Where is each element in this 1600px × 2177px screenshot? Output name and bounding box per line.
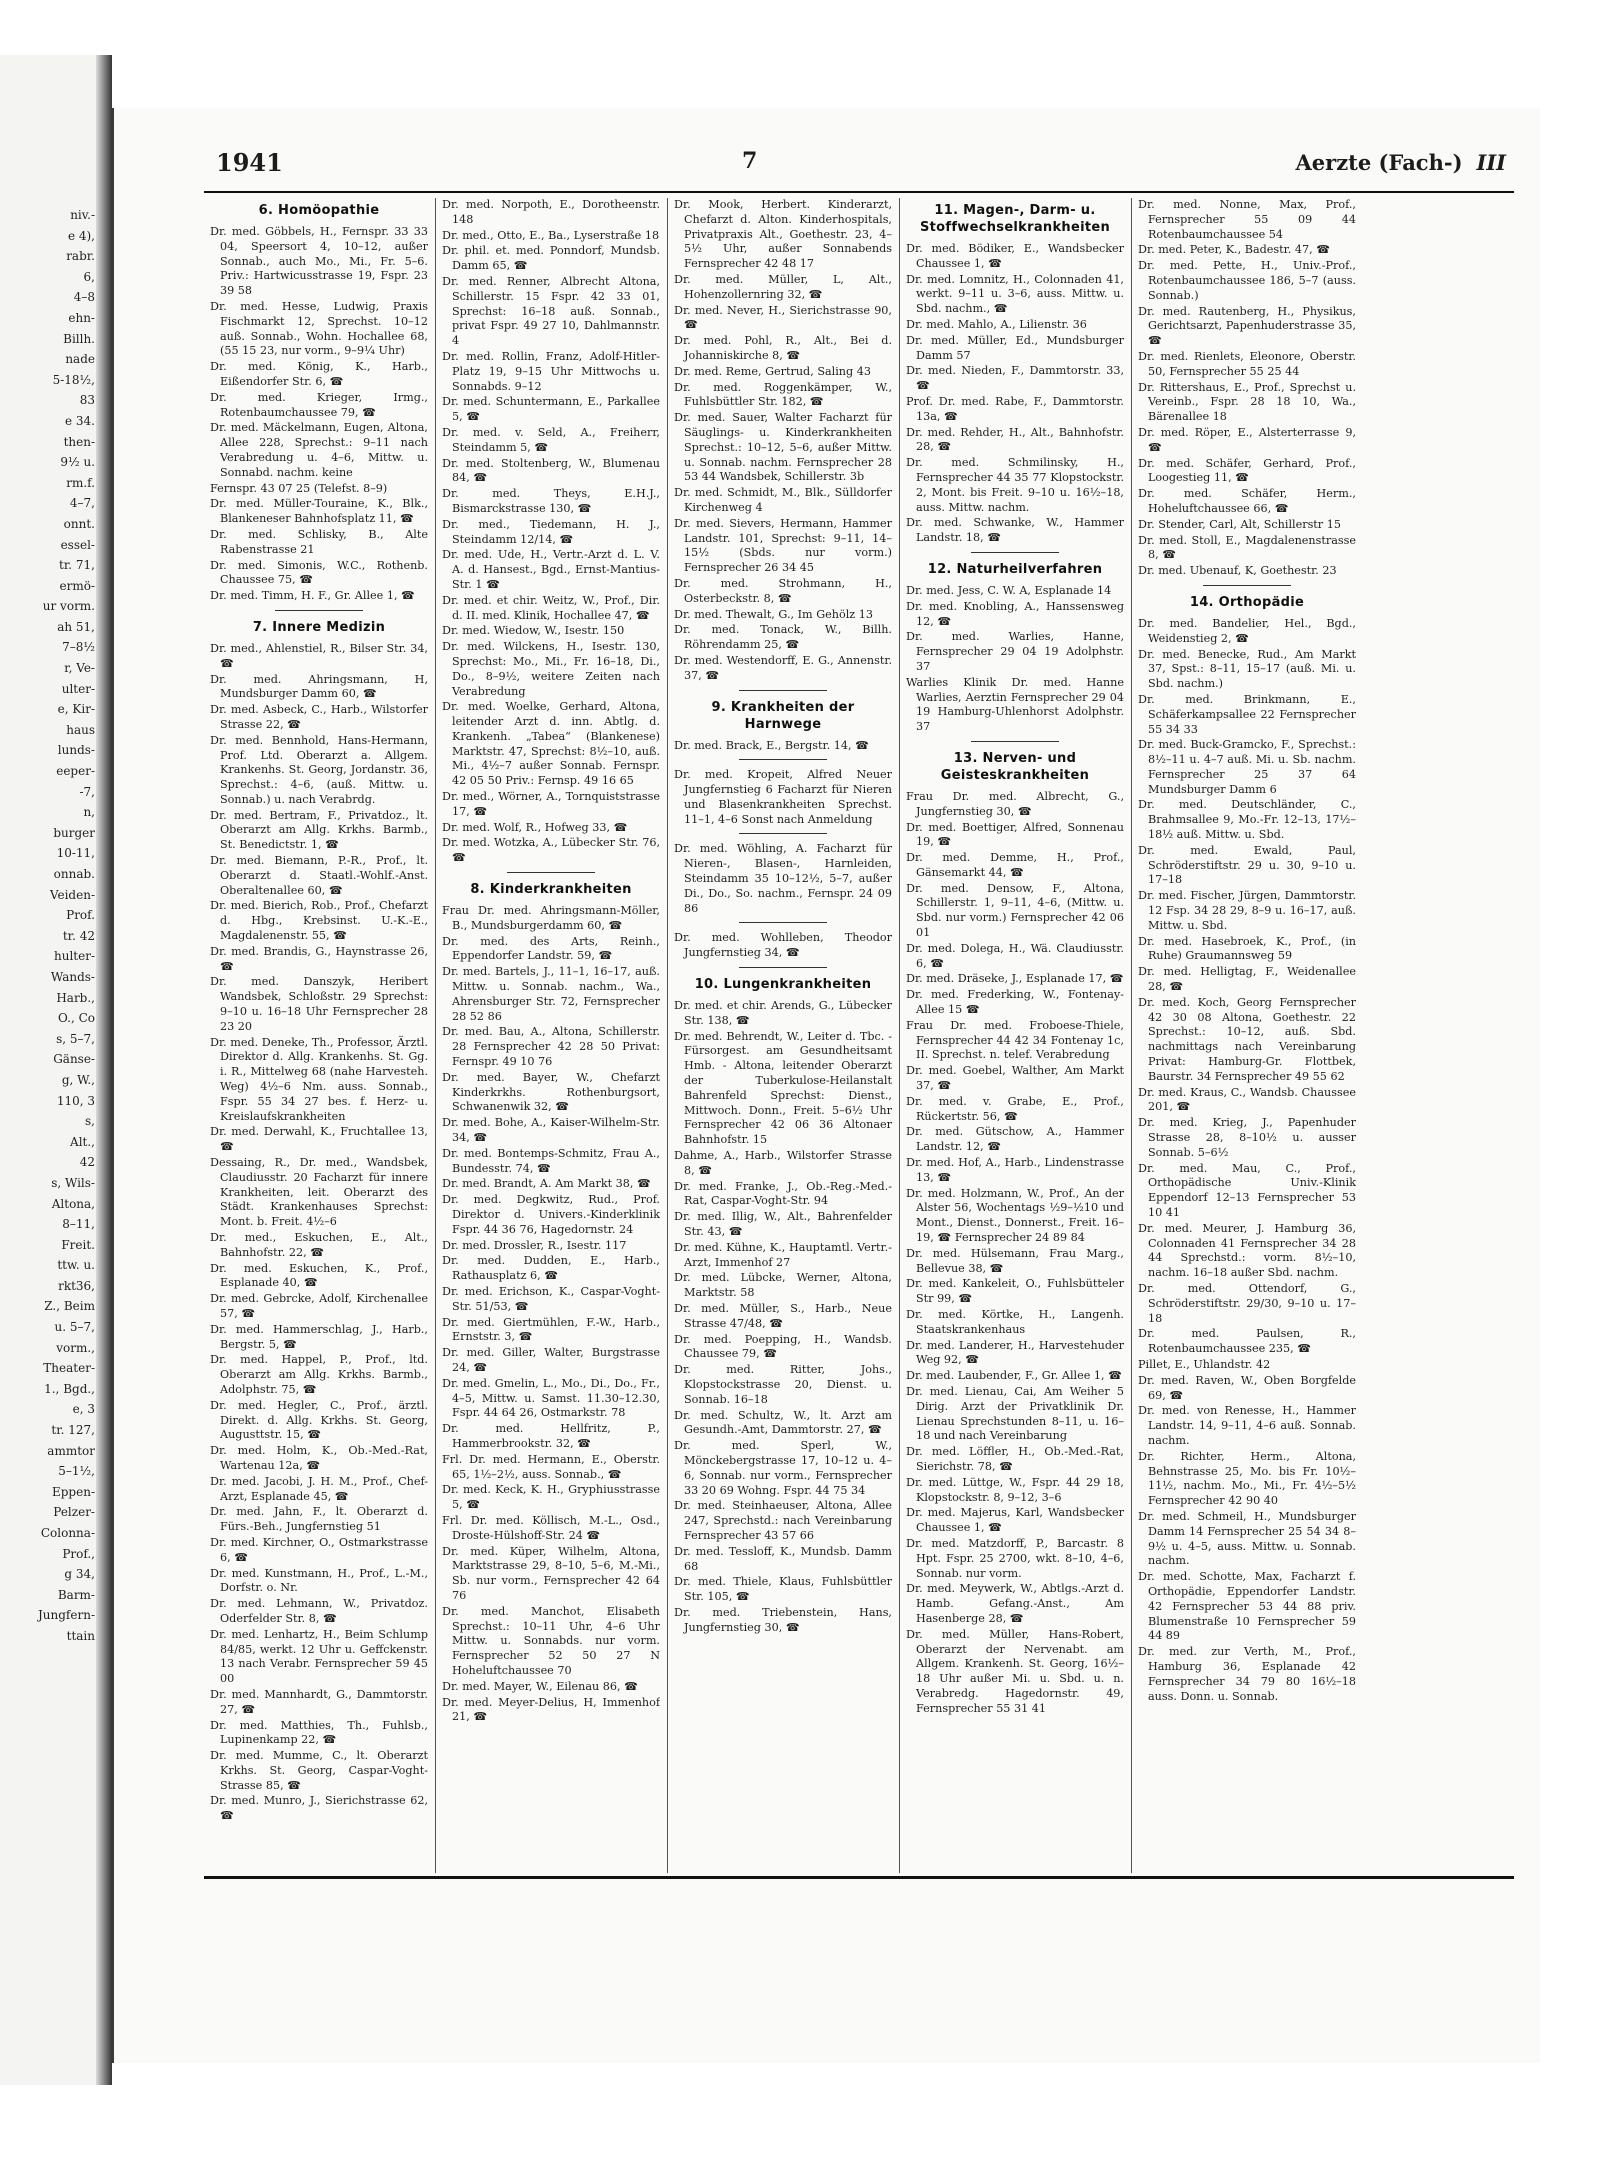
physician-entry: Dr. med. Wiedow, W., Isestr. 150 [442,624,625,638]
physician-entry: Dr. med. Mumme, C., lt. Oberarzt Krkhs. St. Georg, Caspar-Voght-Strasse 85, ☎ [210,1749,428,1792]
physician-entry: Dr. med. Mau, C., Prof., Orthopädische Univ.-Klinik Eppendorf 12–13 Fernsprecher 53 10 41 [1138,1161,1356,1219]
physician-entry: Dr. med. Tessloff, K., Mundsb. Damm 68 [674,1544,892,1573]
physician-entry: Dr. med. Ahringsmann, H, Mundsburger Damm 60, ☎ [210,672,428,701]
physician-entry: Dr. med. Asbeck, C., Harb., Wilstorfer Strasse 22, ☎ [210,703,428,731]
physician-entry: Dr. med. Bertram, F., Privatdoz., lt. Oberarzt am Allg. Krkhs. Barmb., St. Benedictstr. 1, ☎ [210,808,428,852]
physician-entry: Dr. med. Wolf, R., Hofweg 33, ☎ [442,820,628,834]
physician-entry: Dr. med. Franke, J., Ob.-Reg.-Med.-Rat, Caspar-Voght-Str. 94 [674,1179,892,1208]
column-2 [442,198,660,1873]
physician-entry: Dessaing, R., Dr. med., Wandsbek, Claudiusstr. 20 Facharzt für innere Krankheiten, leit. Oberarzt des Städt. Krankenhauses Sprechst: Mont. b. Freit. 4½–6 [210,1156,428,1229]
section-heading: 12. Naturheilverfahren [927,561,1103,577]
running-roman-numeral: III [1476,150,1506,175]
header-rule [204,191,1514,193]
physician-entry: Dr. med. Dräseke, J., Esplanade 17, ☎ [906,972,1124,986]
section-heading: 8. Kinderkrankheiten [470,882,632,898]
physician-entry: Dr. med. Schmeil, H., Mundsburger Damm 14 Fernsprecher 25 54 34 8–9½ u. 4–5, auss. Mittw. u. Sonnab. nachm. [1138,1509,1356,1568]
physician-entry: Dr. med. Rehder, H., Alt., Bahnhofstr. 28, ☎ [906,425,1124,454]
column-4 [906,198,1124,1873]
physician-entry: Dr. med. Göbbels, H., Fernspr. 33 33 04, Speersort 4, 10–12, außer Sonnab., auch Mo., Mi., Fr. 5–6. Priv.: Hartwicusstrasse 19, Fspr. 23 39 58 [210,225,428,298]
physician-entry: Dr. med. Hegler, C., Prof., ärztl. Direkt. d. Allg. Krkhs. St. Georg, Augusttstr. 15, ☎ [210,1398,428,1442]
physician-entry: Dr. med. Meurer, J. Hamburg 36, Colonnaden 41 Fernsprecher 34 28 44 Sprechstd.: vorm. 8½–10, nachm. 16–18 außer Sbd. nachm. [1138,1221,1356,1280]
physician-entry: Dr. med. Timm, H. F., Gr. Allee 1, ☎ [210,589,415,603]
physician-entry: Frau Dr. med. Froboese-Thiele, Fernsprecher 44 42 34 Fontenay 1c, II. Sprechst. n. telef. Verabredung [906,1018,1124,1062]
physician-entry: Dr. med. Raven, W., Oben Borgfelde 69, ☎ [1138,1373,1356,1402]
page-number: 7 [742,148,758,174]
physician-entry: Dr. med. Thewalt, G., Im Gehölz 13 [674,607,873,621]
physician-entry: Dr. med. Krieg, J., Papenhuder Strasse 28, 8–10½ u. ausser Sonnab. 5–6½ [1138,1116,1356,1159]
physician-entry: Warlies Klinik Dr. med. Hanne Warlies, Aerztin Fernsprecher 29 04 19 Hamburg-Uhlenhorst Adolphstr. 37 [906,675,1124,734]
adjacent-page-edge [0,55,112,2085]
margin-fragment: 4–8 [73,290,95,305]
physician-entry: Dr. med. Boettiger, Alfred, Sonnenau 19, ☎ [906,820,1124,849]
entry-separator [507,872,594,873]
physician-entry: Dr. med. Densow, F., Altona, Schillerstr. 1, 9–11, 4–6, (Mittw. u. Sbd. nur vorm.) Fernsprecher 42 06 01 [906,881,1124,940]
physician-entry: Dr. med. Brandt, A. Am Markt 38, ☎ [442,1177,651,1191]
margin-fragment: 8–11, [62,1217,95,1232]
margin-fragment: rm.f. [66,475,95,490]
physician-entry: Dr. med. Giller, Walter, Burgstrasse 24, ☎ [442,1346,660,1374]
physician-entry: Dr. med. Pohl, R., Alt., Bei d. Johanniskirche 8, ☎ [674,334,892,362]
running-title-text: Aerzte (Fach-) [1295,150,1463,175]
margin-fragment: u. 5–7, [54,1320,95,1335]
physician-entry: Dr. med. Müller, L, Alt., Hohenzollernring 32, ☎ [674,272,892,301]
physician-entry: Dr. med. Ritter, Johs., Klopstockstrasse 20, Dienst. u. Sonnab. 16–18 [674,1363,892,1406]
physician-entry: Dr. med., Otto, E., Ba., Lyserstraße 18 [442,228,660,242]
physician-entry: Dr. med. Goebel, Walther, Am Markt 37, ☎ [906,1064,1124,1093]
physician-entry: Dr. med. Bayer, W., Chefarzt Kinderkrkhs. Rothenburgsort, Schwanenwik 32, ☎ [442,1070,660,1114]
physician-entry: Dr. med. Küper, Wilhelm, Altona, Marktstrasse 29, 8–10, 5–6, M.-Mi., Sb. nur vorm., Fernsprecher 42 64 76 [442,1544,660,1602]
physician-entry: Dr. med. Danszyk, Heribert Wandsbek, Schloßstr. 29 Sprechst: 9–10 u. 16–18 Uhr Fernsprecher 28 23 20 [210,975,428,1033]
physician-entry: Dr. med. Röper, E., Alsterterrasse 9, ☎ [1138,425,1356,454]
physician-entry: Dr. med. Brack, E., Bergstr. 14, ☎ [674,738,870,752]
margin-fragment: essel- [60,537,95,552]
physician-entry: Dr. med. Eskuchen, K., Prof., Esplanade 40, ☎ [210,1261,428,1290]
physician-entry: Dr. med. Behrendt, W., Leiter d. Tbc. - Fürsorgest. am Gesundheitsamt Hmb. - Altona, leitender Oberarzt der Tuberkulose-Heilanstalt Bahrenfeld Sprechst: Dienst., Mittwoch. Donn., Freit. 5–6½ Uhr Fernsprecher 42 06 36 Altonaer Bahnhofstr. 15 [674,1029,892,1147]
section-heading: 13. Nerven- und Geisteskrankheiten [940,750,1090,783]
margin-fragment: hulter- [53,949,95,964]
physician-entry: Dr. med. et chir. Arends, G., Lübecker Str. 138, ☎ [674,999,892,1027]
physician-entry: Dr. med. Schuntermann, E., Parkallee 5, ☎ [442,395,660,424]
physician-entry: Dr. med. Nieden, F., Dammtorstr. 33, ☎ [906,364,1124,393]
physician-entry: Dr. med. Dudden, E., Harb., Rathausplatz 6, ☎ [442,1254,660,1283]
margin-fragment: 5-18½, [52,372,95,387]
adjacent-page-text [0,205,95,1647]
physician-entry: Dr. med. Steinhaeuser, Altona, Allee 247, Sprechstd.: nach Vereinbarung Fernsprecher 43 57 66 [674,1499,892,1542]
physician-entry: Dr. med. Bontemps-Schmitz, Frau A., Bundesstr. 74, ☎ [442,1146,660,1175]
physician-entry: Prof. Dr. med. Rabe, F., Dammtorstr. 13a, ☎ [906,394,1124,423]
physician-entry: Dr. med. Munro, J., Sierichstrasse 62, ☎ [210,1794,428,1823]
physician-entry: Dr. med. Kankeleit, O., Fuhlsbütteler Str 99, ☎ [906,1277,1124,1306]
margin-fragment: rabr. [66,249,95,264]
physician-entry: Dr. Stender, Carl, Alt, Schillerstr 15 [1138,517,1341,531]
physician-entry: Dr. med. Helligtag, F., Weidenallee 28, ☎ [1138,965,1356,994]
physician-entry: Dr. med. Koch, Georg Fernsprecher 42 30 08 Altona, Goethestr. 22 Sprechst.: 10–12, auß. Sbd. nachmittags nach Vereinbarung Privat: Hamburg-Gr. Flottbek, Baurstr. 34 Fernsprecher 49 55 62 [1138,995,1356,1083]
margin-fragment: Freit. [61,1237,95,1252]
physician-entry: Dr. med. Jacobi, J. H. M., Prof., Chef-Arzt, Esplanade 45, ☎ [210,1474,428,1503]
margin-fragment: nade [65,352,95,367]
physician-entry: Dr. med. Dolega, H., Wä. Claudiusstr. 6, ☎ [906,941,1124,970]
physician-entry: Dr. med. Bohe, A., Kaiser-Wilhelm-Str. 34, ☎ [442,1116,660,1145]
physician-entry: Dr. med. Wilckens, H., Isestr. 130, Sprechst: Mo., Mi., Fr. 16–18, Di., Do., 8–9½, weitere Zeiten nach Verabredung [442,640,660,698]
margin-fragment: 83 [79,393,95,408]
physician-entry: Dr. med. Lenhartz, H., Beim Schlump 84/85, werkt. 12 Uhr u. Geffckenstr. 13 nach Verabr. Fernsprecher 59 45 00 [210,1627,428,1686]
column-3 [674,198,892,1873]
margin-fragment: then- [63,434,95,449]
physician-entry: Dr. med. Bandelier, Hel., Bgd., Weidenstieg 2, ☎ [1138,616,1356,645]
physician-entry: Dr. med., Wörner, A., Tornquiststrasse 17, ☎ [442,790,660,818]
physician-entry: Dr. med. Rienlets, Eleonore, Oberstr. 50, Fernsprecher 55 25 44 [1138,349,1356,378]
physician-entry: Dr. med. Deneke, Th., Professor, Ärztl. Direktor d. Allg. Krankenhs. St. Gg. i. R., Mittelweg 68 (nahe Harvesteh. Weg) 4½–6 Nm. auss. Sonnab., Fspr. 55 34 27 bes. f. Herz- u. Kreislaufskrankheiten [210,1035,428,1123]
physician-entry: Dr. med., Tiedemann, H. J., Steindamm 12/14, ☎ [442,517,660,546]
running-title [1295,150,1506,175]
physician-entry: Dr. med. Matthies, Th., Fuhlsb., Lupinenkamp 22, ☎ [210,1718,428,1747]
physician-entry: Dr. med. Matzdorff, P., Barcastr. 8 Hpt. Fspr. 25 2700, wkt. 8–10, 4–6, Sonnab. nur vorm. [906,1536,1124,1580]
section-heading: 9. Krankheiten der Harnwege [711,699,855,732]
margin-fragment: Wands- [50,969,95,984]
physician-entry: Dr. med. Deutschländer, C., Brahmsallee 9, Mo.-Fr. 12–13, 17½–18½ auß. Mittw. u. Sbd. [1138,798,1356,842]
physician-entry: Dr. med. Wohlleben, Theodor Jungfernstieg 34, ☎ [674,931,892,960]
physician-entry: Dr. med. Müller, Ed., Mundsburger Damm 57 [906,333,1124,362]
physician-entry: Dr. med. Thiele, Klaus, Fuhlsbüttler Str. 105, ☎ [674,1575,892,1604]
physician-entry: Dr. med. Buck-Gramcko, F., Sprechst.: 8½–11 u. 4–7 auß. Mi. u. Sb. nachm. Fernsprecher 25 37 64 Mundsburger Damm 6 [1138,738,1356,796]
physician-entry: Dr. med. Frederking, W., Fontenay-Allee 15 ☎ [906,988,1124,1017]
entry-separator [739,833,826,834]
margin-fragment: onnab. [53,867,95,881]
physician-entry: Dr. med. Benecke, Rud., Am Markt 37, Spst.: 8–11, 15–17 (auß. Mi. u. Sbd. nachm.) [1138,647,1356,691]
physician-entry: Dr. med. Strohmann, H., Osterbeckstr. 8, ☎ [674,576,892,605]
physician-entry: Dr. med. Roggenkämper, W., Fuhlsbüttler Str. 182, ☎ [674,380,892,409]
physician-entry: Dr. med. Schotte, Max, Facharzt f. Orthopädie, Eppendorfer Landstr. 42 Fernsprecher 53 44 88 priv. Blumenstraße 10 Fernsprecher 59 44 89 [1138,1570,1356,1643]
physician-entry: Frl. Dr. med. Hermann, E., Oberstr. 65, 1½–2½, auss. Sonnab., ☎ [442,1452,660,1481]
physician-entry: Dr. med. Meyer-Delius, H, Immenhof 21, ☎ [442,1695,660,1724]
physician-entry: Dr. med. Peter, K., Badestr. 47, ☎ [1138,243,1331,257]
physician-entry: Dr. med. Gebrcke, Adolf, Kirchenallee 57, ☎ [210,1292,428,1320]
physician-entry: Dr. med. Müller, S., Harb., Neue Strasse 47/48, ☎ [674,1302,892,1330]
physician-entry: Dr. med. Drossler, R., Isestr. 117 [442,1238,627,1252]
physician-entry: Dr. med. Kirchner, O., Ostmarkstrasse 6, ☎ [210,1535,428,1564]
physician-entry: Dr. med. Holzmann, W., Prof., An der Alster 56, Wochentags ½9–½10 und Mont., Dienst., Donnerst., Freit. 16–19, ☎ Fernsprecher 24 89 84 [906,1186,1124,1245]
physician-entry: Dr. med. Kühne, K., Hauptamtl. Vertr.-Arzt, Immenhof 27 [674,1240,892,1269]
margin-fragment: rkt36, [58,1278,95,1293]
physician-entry: Dr. med. Ubenauf, K, Goethestr. 23 [1138,564,1337,578]
margin-fragment: e, 3 [72,1402,95,1417]
margin-fragment: lunds- [57,743,95,758]
physician-entry: Dr. med. Renner, Albrecht Altona, Schillerstr. 15 Fspr. 42 33 01, Sprechst: 16–18 auß. Sonnab., privat Fspr. 49 27 10, Dahlmannstr. 4 [442,274,660,348]
physician-entry: Dr. med. Demme, H., Prof., Gänsemarkt 44, ☎ [906,851,1124,879]
margin-fragment: ermö- [59,578,95,593]
physician-entry: Dr. med. Bau, A., Altona, Schillerstr. 28 Fernsprecher 42 28 50 Privat: Fernspr. 49 10 76 [442,1025,660,1069]
physician-entry: Dr. med. Woelke, Gerhard, Altona, leitender Arzt d. inn. Abtlg. d. Krankenh. „Tabea“ (Blankenese) Marktstr. 47, Sprechst: 8½–10, auß. Mi., 4½–7 außer Sonnab. Fernspr. 42 05 50 Priv.: Fernsp. 49 16 65 [442,700,660,788]
physician-entry: Dr. med. Schäfer, Gerhard, Prof., Loogestieg 11, ☎ [1138,456,1356,485]
physician-entry: Dr. med. Reme, Gertrud, Saling 43 [674,364,871,378]
physician-entry: Dr. med. Warlies, Hanne, Fernsprecher 29 04 19 Adolphstr. 37 [906,630,1124,673]
margin-fragment: niv.- [70,208,95,222]
margin-fragment: Z., Beim [44,1299,95,1314]
margin-fragment: 42 [79,1155,95,1170]
physician-entry: Dr. med. Kraus, C., Wandsb. Chaussee 201, ☎ [1138,1085,1356,1114]
directory-page [112,108,1540,2063]
physician-entry: Frl. Dr. med. Köllisch, M.-L., Osd., Droste-Hülshoff-Str. 24 ☎ [442,1513,660,1542]
margin-fragment: eeper- [56,764,95,779]
physician-entry: Dr. med. v. Seld, A., Freiherr, Steindamm 5, ☎ [442,425,660,454]
page-fold-shadow [96,55,112,2085]
physician-entry: Dr. med. Theys, E.H.J., Bismarckstrasse 130, ☎ [442,487,660,515]
physician-entry: Dr. med. Brinkmann, E., Schäferkampsallee 22 Fernsprecher 55 34 33 [1138,692,1356,736]
physician-entry: Frau Dr. med. Ahringsmann-Möller, B., Mundsburgerdamm 60, ☎ [442,904,660,932]
physician-entry: Dr. med. Sievers, Hermann, Hammer Landstr. 101, Sprechst: 9–11, 14–15½ (Sbds. nur vorm.) Fernsprecher 26 34 45 [674,516,892,575]
physician-entry: Dr. med. Sperl, W., Mönckebergstrasse 17, 10–12 u. 4–6, Sonnab. nur vorm., Fernsprecher 33 20 69 Wohng. Fspr. 44 75 34 [674,1439,892,1497]
physician-entry: Dr. med. Biemann, P.-R., Prof., lt. Oberarzt d. Staatl.-Wohlf.-Anst. Oberaltenallee 60, ☎ [210,854,428,897]
physician-entry: Dr. med. Wotzka, A., Lübecker Str. 76, ☎ [442,836,660,865]
entry-separator [971,741,1058,742]
physician-entry: Dr. med. Jess, C. W. A, Esplanade 14 [906,583,1112,597]
page-header [114,108,1540,178]
physician-entry: Dr. med. Stoltenberg, W., Blumenau 84, ☎ [442,456,660,485]
column-divider [667,198,668,1873]
physician-entry: Dr. med. Holm, K., Ob.-Med.-Rat, Wartenau 12a, ☎ [210,1444,428,1472]
physician-entry: Dr. med. zur Verth, M., Prof., Hamburg 36, Esplanade 42 Fernsprecher 34 79 80 16½–18 auss. Donn. u. Sonnab. [1138,1645,1356,1703]
physician-entry: Dr. med. Schlisky, B., Alte Rabenstrasse 21 [210,527,428,556]
margin-fragment: ur vorm. [42,599,95,614]
physician-entry: Dr. med. Schwanke, W., Hammer Landstr. 18, ☎ [906,516,1124,545]
physician-entry: Dr. med. Lüttge, W., Fspr. 44 29 18, Klopstockstr. 8, 9–12, 3–6 [906,1475,1124,1504]
physician-entry: Dr. med. Hülsemann, Frau Marg., Bellevue 38, ☎ [906,1246,1124,1275]
physician-entry: Dr. med. Löffler, H., Ob.-Med.-Rat, Sierichstr. 78, ☎ [906,1445,1124,1473]
margin-fragment: Prof. [66,908,95,923]
physician-entry: Dr. med. Simonis, W.C., Rothenb. Chaussee 75, ☎ [210,558,428,587]
physician-entry: Dr. med. Mäckelmann, Eugen, Altona, Allee 228, Sprechst.: 9–11 nach Verabredung u. 4–6, Mittw. u. Sonnabd. nachm. keine [210,421,428,479]
entry-separator [1203,585,1290,586]
physician-entry: Dr. med. Paulsen, R., Rotenbaumchaussee 235, ☎ [1138,1327,1356,1356]
physician-entry: Dr. med. Wöhling, A. Facharzt für Nieren-, Blasen-, Harnleiden, Steindamm 35 10–12½, 5–7, außer Di., Do., So. nachm., Fernspr. 24 09 86 [674,842,892,915]
physician-entry: Dr. med. Mannhardt, G., Dammtorstr. 27, ☎ [210,1687,428,1716]
physician-entry: Dr. med. v. Grabe, E., Prof., Rückertstr. 56, ☎ [906,1094,1124,1123]
physician-entry: Dr. med. Degkwitz, Rud., Prof. Direktor d. Univers.-Kinderklinik Fspr. 44 36 76, Hagedornstr. 24 [442,1193,660,1236]
margin-fragment: g, W., [61,1072,95,1087]
physician-entry: Dr. med. Ude, H., Vertr.-Arzt d. L. V. A. d. Hansest., Bgd., Ernst-Mantius-Str. 1 ☎ [442,548,660,591]
physician-entry: Dr. med. Manchot, Elisabeth Sprechst.: 10–11 Uhr, 4–6 Uhr Mittw. u. Sonnabds. nur vorm. Fernsprecher 52 50 27 N Hoheluftchaussee 70 [442,1604,660,1677]
physician-entry: Dr. med. Schmidt, M., Blk., Sülldorfer Kirchenweg 4 [674,486,892,514]
column-divider [435,198,436,1873]
margin-fragment: tr. 71, [59,558,95,573]
margin-fragment: 6, [83,269,95,284]
margin-fragment: haus [66,722,95,737]
physician-entry: Dr. med. von Renesse, H., Hammer Landstr. 14, 9–11, 4–6 auß. Sonnab. nachm. [1138,1404,1356,1447]
physician-entry: Dr. med. Lienau, Cai, Am Weiher 5 Dirig. Arzt der Privatklinik Dr. Lienau Sprechstunden 8–11, u. 16–18 und nach Vereinbarung [906,1384,1124,1443]
physician-entry: Dr. Richter, Herm., Altona, Behnstrasse 25, Mo. bis Fr. 10½–11½, nachm. Mo., Mi., Fr. 4½–5½ Fernsprecher 42 90 40 [1138,1449,1356,1508]
physician-entry: Dr. med. Ottendorf, G., Schröderstiftstr. 29/30, 9–10 u. 17–18 [1138,1281,1356,1325]
margin-fragment: ehn- [68,310,95,325]
physician-entry: Dr. phil. et. med. Ponndorf, Mundsb. Damm 65, ☎ [442,244,660,273]
column-divider [899,198,900,1873]
column-divider [1131,198,1132,1873]
physician-entry: Dr. med. Lübcke, Werner, Altona, Marktstr. 58 [674,1271,892,1300]
physician-entry: Dr. med. Bödiker, E., Wandsbecker Chaussee 1, ☎ [906,242,1124,270]
entry-separator [739,759,826,760]
margin-fragment: onnt. [63,516,95,531]
physician-entry: Dr. med. Mahlo, A., Lilienstr. 36 [906,317,1087,331]
physician-entry: Dr. med. Kunstmann, H., Prof., L.-M., Dorfstr. o. Nr. [210,1566,428,1595]
margin-fragment: 110, 3 [56,1093,95,1108]
margin-fragment: ttw. u. [57,1258,95,1273]
physician-entry: Dr. med. Brandis, G., Haynstrasse 26, ☎ [210,944,428,973]
margin-fragment: r, Ve- [64,661,95,676]
physician-entry: Frau Dr. med. Albrecht, G., Jungfernstieg 30, ☎ [906,789,1124,818]
physician-entry: Dr. med. Mayer, W., Eilenau 86, ☎ [442,1679,639,1693]
physician-entry: Dr. med. Happel, P., Prof., ltd. Oberarzt am Allg. Krkhs. Barmb., Adolphstr. 75, ☎ [210,1353,428,1396]
margin-fragment: Theater- [43,1361,95,1376]
margin-fragment: 10-11, [56,846,95,861]
margin-fragment: Veiden- [49,887,95,902]
margin-fragment: ammtor [47,1443,95,1458]
margin-fragment: e 4), [67,228,95,243]
margin-fragment: Billh. [63,331,95,346]
margin-fragment: Prof., [62,1546,95,1561]
physician-entry: Dr. med. Erichson, K., Caspar-Voght-Str. 51/53, ☎ [442,1284,660,1313]
physician-entry: Dr. med. Hesse, Ludwig, Praxis Fischmarkt 12, Sprechst. 10–12 auß. Sonnab., Wohn. Hochallee 68, (55 15 23, nur vorm., 9–9¼ Uhr) [210,299,428,358]
physician-entry: Dr. med. Derwahl, K., Fruchtallee 13, ☎ [210,1125,428,1154]
physician-entry: Dr. Mook, Herbert. Kinderarzt, Chefarzt d. Alton. Kinderhospitals, Privatpraxis Alt., Goethestr. 23, 4–5½ Uhr, außer Sonnabends Fernsprecher 42 48 17 [674,198,892,271]
margin-fragment: ah 51, [57,619,95,634]
entry-separator [739,922,826,923]
margin-fragment: Pelzer- [53,1505,95,1520]
physician-entry: Dr. med. Fischer, Jürgen, Dammtorstr. 12 Fsp. 34 28 29, 8–9 u. 16–17, auß. Mittw. u. Sbd. [1138,889,1356,932]
section-heading: 10. Lungenkrankheiten [694,977,872,993]
margin-fragment: 7–8½ [62,640,95,655]
entry-separator [971,552,1058,553]
physician-entry: Dr. med. des Arts, Reinh., Eppendorfer Landstr. 59, ☎ [442,934,660,963]
margin-fragment: Harb., [56,990,95,1005]
margin-fragment: tr. 42 [62,928,95,943]
margin-fragment: 4–7, [69,496,95,511]
physician-entry: Dr. med. Knobling, A., Hanssensweg 12, ☎ [906,599,1124,628]
physician-entry: Dr. med. Poepping, H., Wandsb. Chaussee 79, ☎ [674,1332,892,1361]
physician-entry: Dr. med. Hammerschlag, J., Harb., Bergstr. 5, ☎ [210,1322,428,1351]
column-5 [1138,198,1356,1873]
physician-entry: Dr. med. Rautenberg, H., Physikus, Gerichtsarzt, Papenhuderstrasse 35, ☎ [1138,304,1356,348]
margin-fragment: Alt., [70,1134,95,1149]
physician-entry: Dr. med. Schultz, W., lt. Arzt am Gesundh.-Amt, Dammtorstr. 27, ☎ [674,1408,892,1437]
footer-rule [204,1876,1514,1879]
margin-fragment: burger [53,825,95,840]
margin-fragment: Colonna- [40,1526,95,1540]
margin-fragment: e 34. [65,413,95,428]
margin-fragment: tr. 127, [51,1423,95,1438]
margin-fragment: O., Co [58,1011,95,1026]
margin-fragment: Altona, [51,1196,95,1211]
margin-fragment: ttain [66,1628,95,1643]
margin-fragment: Jungfern- [37,1608,95,1623]
physician-entry: Dr. med. Majerus, Karl, Wandsbecker Chaussee 1, ☎ [906,1506,1124,1535]
physician-entry: Dr. med. Schäfer, Herm., Hoheluftchaussee 66, ☎ [1138,487,1356,515]
margin-fragment: Eppen- [51,1484,95,1499]
margin-fragment: 5–1½, [58,1464,95,1479]
margin-fragment: vorm., [56,1340,95,1355]
entry-separator [739,690,826,691]
physician-entry: Dr. med. et chir. Weitz, W., Prof., Dir. d. II. med. Klinik, Hochallee 47, ☎ [442,593,660,622]
margin-fragment: s, 5–7, [56,1031,95,1046]
physician-entry: Dr. med. Keck, K. H., Gryphiusstrasse 5, ☎ [442,1483,660,1512]
physician-entry: Dr. med. Rollin, Franz, Adolf-Hitler-Platz 19, 9–15 Uhr Mittwochs u. Sonnabds. 9–12 [442,349,660,393]
physician-entry: Dr. med. Bennhold, Hans-Hermann, Prof. Ltd. Oberarzt a. Allgem. Krankenhs. St. Georg, Jordanstr. 36, Sprechst.: 4–6, (auß. Mittw. u. Sonnab.) u. nach Verabrdg. [210,733,428,806]
physician-entry: Fernspr. 43 07 25 (Telefst. 8–9) [210,481,388,495]
margin-fragment: e, Kir- [57,702,95,717]
margin-fragment: s, [85,1114,95,1129]
physician-entry: Dr. Rittershaus, E., Prof., Sprechst u. Vereinb., Fspr. 28 18 10, Wa., Bärenallee 18 [1138,380,1356,424]
physician-entry: Dr. med. Giertmühlen, F.-W., Harb., Ernststr. 3, ☎ [442,1315,660,1344]
physician-entry: Dr. med. Ewald, Paul, Schröderstiftstr. 29 u. 30, 9–10 u. 17–18 [1138,843,1356,887]
section-heading: 14. Orthopädie [1189,594,1305,610]
physician-entry: Dr. med. Triebenstein, Hans, Jungfernstieg 30, ☎ [674,1605,892,1634]
physician-entry: Dr. med. Nonne, Max, Prof., Fernsprecher 55 09 44 Rotenbaumchaussee 54 [1138,198,1356,241]
margin-fragment: ulter- [61,681,95,696]
physician-entry: Dr. med. Stoll, E., Magdalenenstrasse 8, ☎ [1138,533,1356,562]
margin-fragment: 1., Bgd., [44,1381,95,1396]
physician-entry: Dr. med. Lehmann, W., Privatdoz. Oderfelder Str. 8, ☎ [210,1597,428,1625]
physician-entry: Dr. med. Bierich, Rob., Prof., Chefarzt d. Hbg., Krebsinst. U.-K.-E., Magdalenenstr. 55, ☎ [210,899,428,943]
physician-entry: Dr. med. Never, H., Sierichstrasse 90, ☎ [674,303,892,332]
physician-entry: Dr. med. Pette, H., Univ.-Prof., Rotenbaumchaussee 186, 5–7 (auss. Sonnab.) [1138,259,1356,302]
physician-entry: Dr. med., Ahlenstiel, R., Bilser Str. 34, ☎ [210,641,428,670]
physician-entry: Dr. med. Bartels, J., 11–1, 16–17, auß. Mittw. u. Sonnab. nachm., Wa., Ahrensburger Str. 72, Fernsprecher 28 52 86 [442,965,660,1023]
section-heading: 11. Magen-, Darm- u. Stoffwechselkrankheiten [919,203,1111,235]
physician-entry: Dr. med. Schmilinsky, H., Fernsprecher 44 35 77 Klopstockstr. 2, Mont. bis Freit. 9–10 u. 16½–18, auss. Mittw. nachm. [906,456,1124,514]
margin-fragment: g 34, [64,1567,95,1582]
physician-entry: Dr. med. Hof, A., Harb., Lindenstrasse 13, ☎ [906,1156,1124,1184]
page-year: 1941 [216,148,283,177]
physician-entry: Dr. med. Jahn, F., lt. Oberarzt d. Fürs.-Beh., Jungfernstieg 51 [210,1505,428,1534]
margin-fragment: n, [83,805,95,820]
physician-entry: Dr. med. Krieger, Irmg., Rotenbaumchaussee 79, ☎ [210,390,428,419]
physician-entry: Dr. med. Kropeit, Alfred Neuer Jungfernstieg 6 Facharzt für Nieren und Blasenkrankheiten Sprechst. 11–1, 4–6 Sonst nach Anmeldung [674,768,892,826]
section-heading: 7. Innere Medizin [252,619,386,635]
margin-fragment: 9½ u. [60,455,95,470]
physician-entry: Dr. med. Hellfritz, P., Hammerbrookstr. 32, ☎ [442,1422,660,1450]
entry-separator [739,967,826,968]
physician-entry: Dr. med. Müller, Hans-Robert, Oberarzt der Nervenabt. am Allgem. Krankenh. St. Georg, 16½–18 Uhr außer Mi. u. Sbd. u. n. Verabredg. Hagedornstr. 49, Fernsprecher 55 31 41 [906,1627,1124,1715]
physician-entry: Dr. med. Gütschow, A., Hammer Landstr. 12, ☎ [906,1125,1124,1154]
physician-entry: Dr. med. Meywerk, W., Abtlgs.-Arzt d. Hamb. Gefang.-Anst., Am Hasenberge 28, ☎ [906,1582,1124,1625]
physician-entry: Dr. med. Illig, W., Alt., Bahrenfelder Str. 43, ☎ [674,1210,892,1239]
physician-entry: Dr. med. Sauer, Walter Facharzt für Säuglings- u. Kinderkrankheiten Sprechst.: 10–12, 5–6, außer Mittw. u. Sonnab. nachm. Fernsprecher 28 53 44 Wandsbek, Schillerstr. 3b [674,411,892,484]
physician-entry: Dr. med. Westendorff, E. G., Annenstr. 37, ☎ [674,653,892,682]
physician-entry: Dr. med. Körtke, H., Langenh. Staatskrankenhaus [906,1308,1124,1336]
margin-fragment: Barm- [57,1587,95,1602]
physician-entry: Dr. med., Eskuchen, E., Alt., Bahnhofstr. 22, ☎ [210,1231,428,1259]
physician-entry: Dr. med. Tonack, W., Billh. Röhrendamm 25, ☎ [674,623,892,652]
physician-entry: Dr. med. Landerer, H., Harvestehuder Weg 92, ☎ [906,1338,1124,1367]
margin-fragment: Gänse- [53,1052,95,1067]
margin-fragment: s, Wils- [51,1175,95,1190]
physician-entry: Dr. med. Hasebroek, K., Prof., (in Ruhe) Graumannsweg 59 [1138,934,1356,963]
physician-entry: Dr. med. Lomnitz, H., Colonnaden 41, werkt. 9–11 u. 3–6, auss. Mittw. u. Sbd. nachm., ☎ [906,272,1124,316]
section-heading: 6. Homöopathie [258,203,380,218]
physician-entry: Dr. med. Laubender, F., Gr. Allee 1, ☎ [906,1369,1123,1383]
physician-entry: Dahme, A., Harb., Wilstorfer Strasse 8, ☎ [674,1149,892,1177]
entry-separator [275,610,362,611]
margin-fragment: -7, [79,784,95,799]
physician-entry: Dr. med. Norpoth, E., Dorotheenstr. 148 [442,198,660,226]
physician-entry: Dr. med. Müller-Touraine, K., Blk., Blankeneser Bahnhofsplatz 11, ☎ [210,497,428,526]
column-1 [210,198,428,1873]
physician-entry: Pillet, E., Uhlandstr. 42 [1138,1357,1271,1371]
physician-entry: Dr. med. Gmelin, L., Mo., Di., Do., Fr., 4–5, Mittw. u. Samst. 11.30–12.30, Fspr. 44 64 26, Ostmarkstr. 78 [442,1376,660,1420]
physician-entry: Dr. med. König, K., Harb., Eißendorfer Str. 6, ☎ [210,360,428,388]
